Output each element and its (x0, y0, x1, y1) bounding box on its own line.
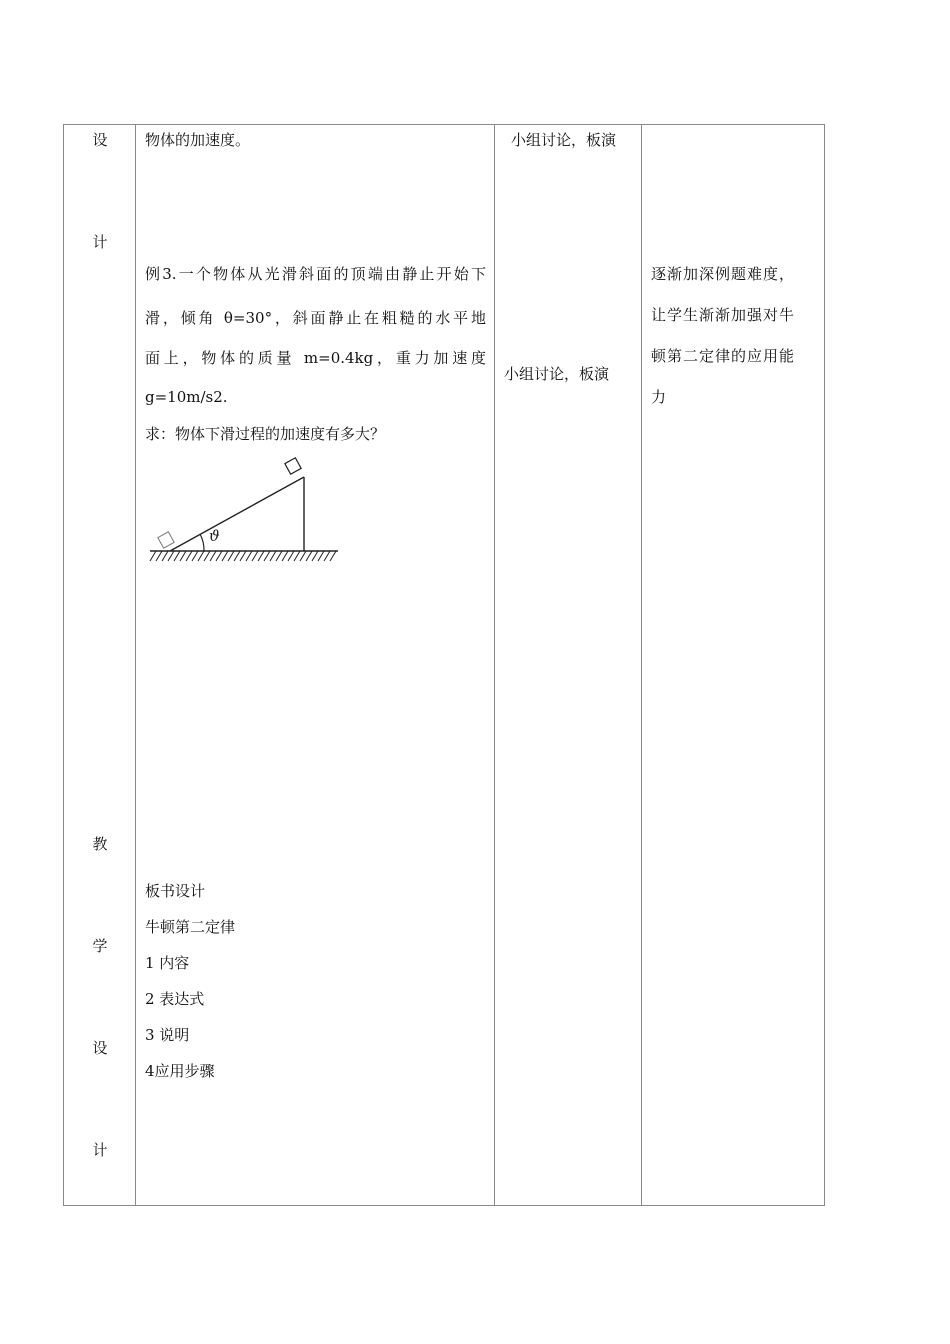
block-bottom (158, 532, 174, 548)
board-design-title: 板书设计 (145, 882, 206, 900)
left-label-char: 计 (92, 233, 108, 251)
board-design-item: 2 表达式 (145, 990, 205, 1008)
intent-line: 让学生渐渐加强对牛 (651, 306, 796, 324)
column-divider-3 (641, 125, 642, 1205)
angle-symbol: ϑ (209, 527, 220, 545)
left-label-char: 设 (92, 131, 108, 149)
intent-line: 逐渐加深例题难度， (651, 265, 796, 283)
angle-arc (200, 534, 204, 551)
intent-line: 力 (651, 388, 667, 406)
column-divider-2 (494, 125, 495, 1205)
left-label-char: 学 (92, 937, 108, 955)
activity-first: 小组讨论，板演 (511, 131, 617, 149)
example3-question: 求：物体下滑过程的加速度有多大？ (145, 425, 386, 443)
board-design-item: 4应用步骤 (145, 1062, 215, 1080)
example3-line2: 滑，倾角 θ=30°，斜面静止在粗糙的水平地 (145, 309, 486, 327)
left-label-char: 计 (92, 1141, 108, 1159)
left-label-char: 教 (92, 835, 108, 853)
block-top (285, 458, 301, 474)
intent-line: 顿第二定律的应用能 (651, 347, 796, 365)
board-design-subtitle: 牛顿第二定律 (145, 918, 236, 936)
example3-line4: g=10m/s2. (145, 388, 228, 406)
incline-figure (146, 455, 346, 565)
board-design-item: 3 说明 (145, 1026, 190, 1044)
ground-hatching (150, 551, 336, 561)
left-label-char: 设 (92, 1039, 108, 1057)
lesson-table (63, 124, 825, 1206)
example3-line1: 例3.一个物体从光滑斜面的顶端由静止开始下 (145, 265, 486, 283)
activity-second: 小组讨论，板演 (504, 365, 610, 383)
incline-hypotenuse (170, 477, 304, 551)
board-design-item: 1 内容 (145, 954, 190, 972)
example3-line3: 面上，物体的质量 m=0.4kg，重力加速度 (145, 349, 486, 367)
intro-line: 物体的加速度。 (145, 131, 251, 149)
